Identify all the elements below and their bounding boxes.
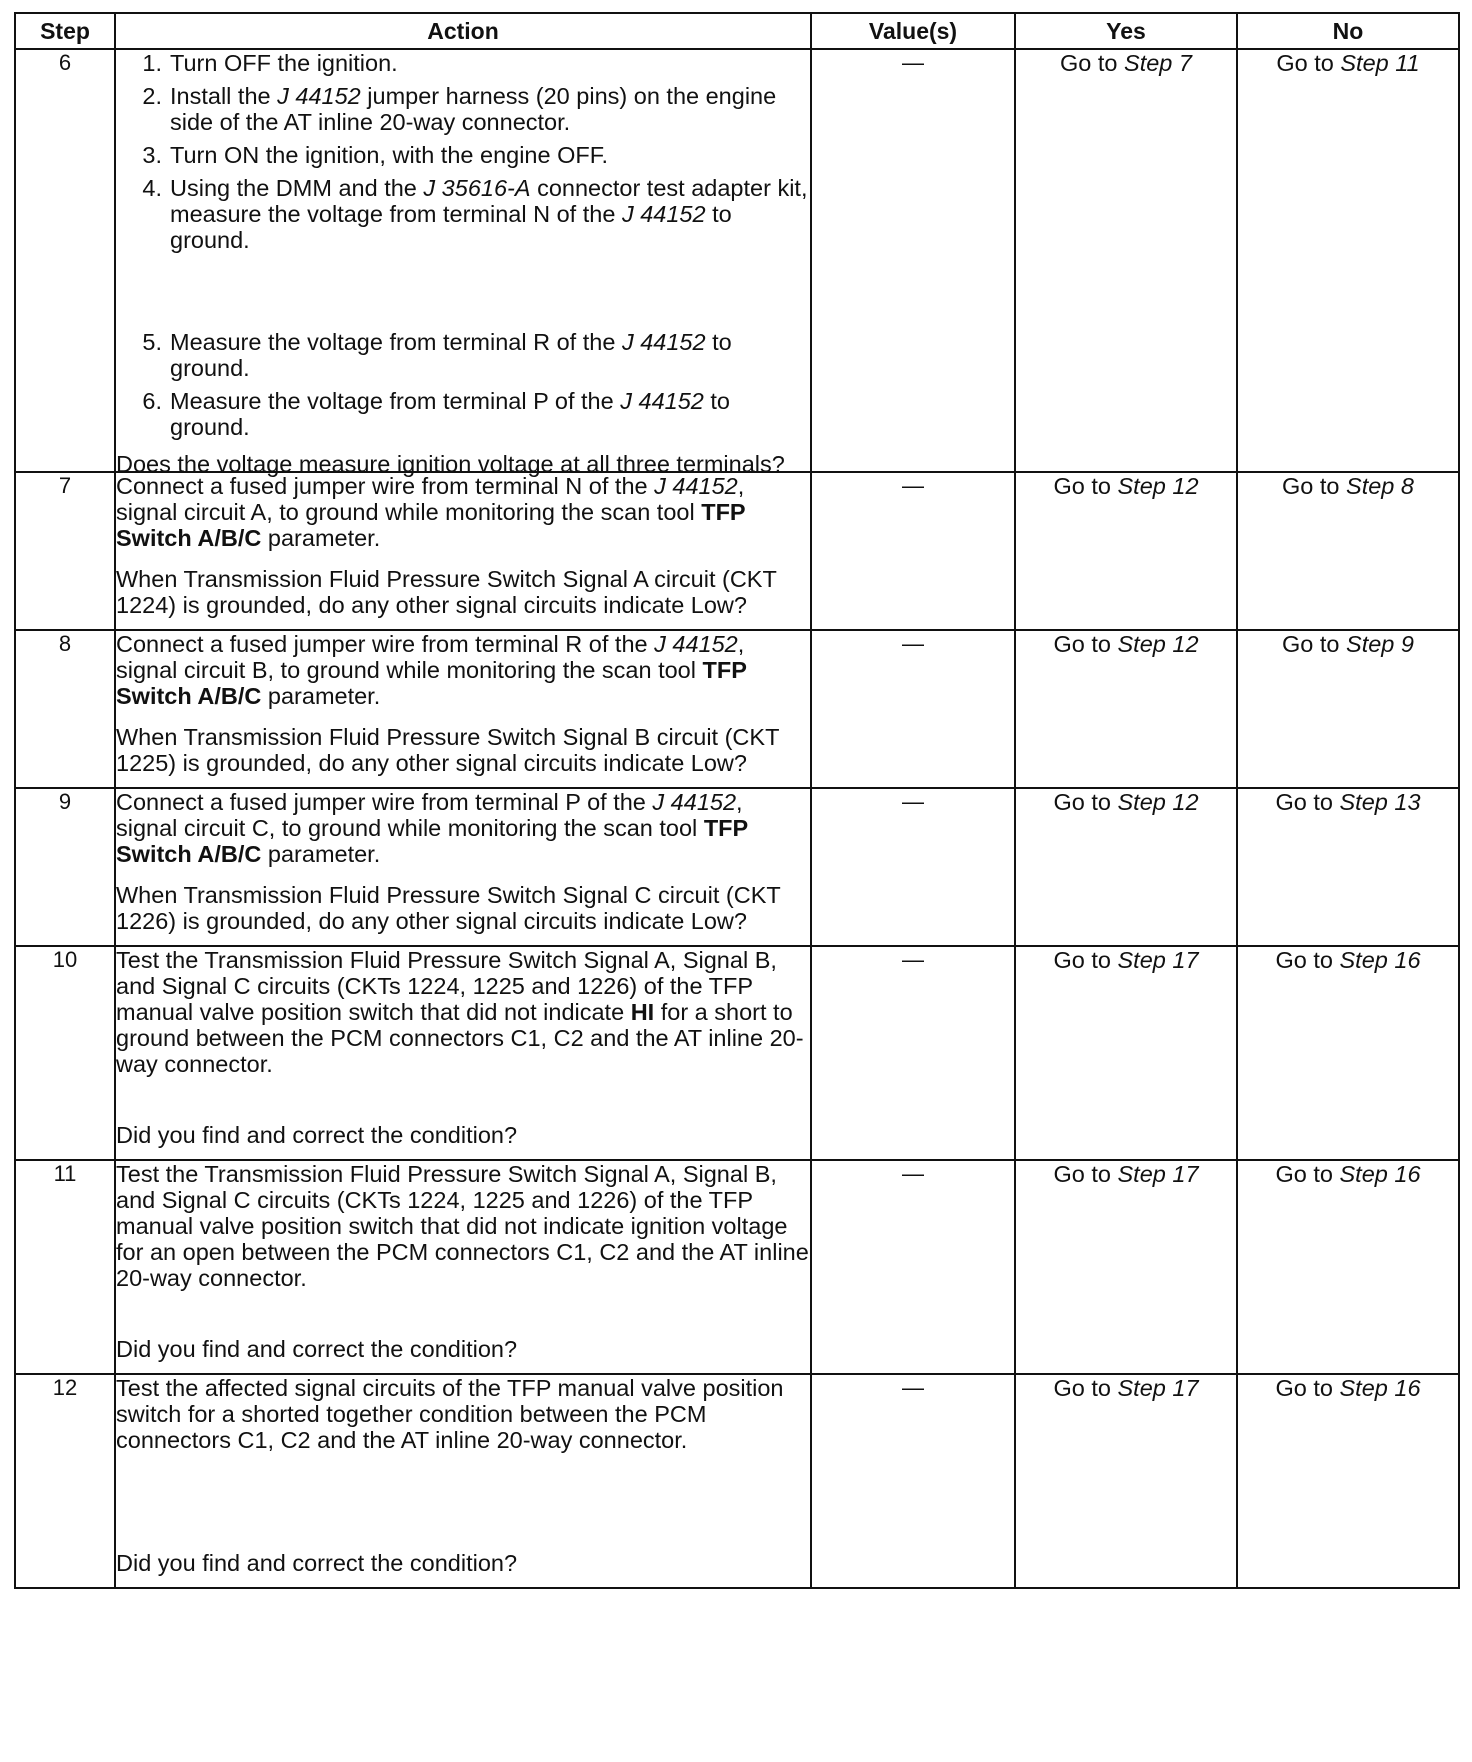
substep-list — [116, 50, 810, 447]
action-cell — [115, 630, 811, 788]
table-row — [15, 1160, 1459, 1374]
action-cell — [115, 49, 811, 477]
no-goto-link[interactable]: Go to Step 16 — [1237, 946, 1459, 1160]
substep-item: 5. Measure the voltage from terminal R of the J 44152 to ground. — [142, 329, 732, 381]
no-goto-link[interactable]: Go to Step 13 — [1237, 788, 1459, 946]
tool-reference: J 44152 — [620, 388, 704, 414]
substep-item: 1. Turn OFF the ignition. — [142, 50, 398, 76]
action-cell — [115, 472, 811, 630]
action-cell — [115, 946, 811, 1160]
step-number: 10 — [15, 946, 115, 1160]
value-dash: — — [811, 946, 1015, 1160]
action-cell — [115, 788, 811, 946]
value-dash: — — [811, 49, 1015, 472]
step-number: 6 — [15, 49, 115, 472]
tool-reference: J 35616-A — [423, 175, 531, 201]
action-cell — [115, 1160, 811, 1374]
yes-goto-link[interactable]: Go to Step 17 — [1015, 1374, 1237, 1588]
substep-item: 6. Measure the voltage from terminal P of the J 44152 to ground. — [142, 388, 730, 440]
tool-reference: J 44152 — [621, 329, 706, 355]
question-text: Did you find and correct the condition? — [116, 1550, 518, 1576]
header-values: Value(s) — [811, 13, 1015, 49]
question-text: When Transmission Fluid Pressure Switch Signal B circuit (CKT 1225) is grounded, do any other signal circuits indicate Low? — [116, 724, 780, 776]
no-goto-link[interactable]: Go to Step 16 — [1237, 1374, 1459, 1588]
question-text: When Transmission Fluid Pressure Switch Signal A circuit (CKT 1224) is grounded, do any other signal circuits indicate Low? — [116, 566, 777, 618]
step-number: 8 — [15, 630, 115, 788]
table-row — [15, 946, 1459, 1160]
diagnostic-table — [14, 12, 1460, 1589]
substep-item: 2. Install the J 44152 jumper harness (20 pins) on the engine side of the AT inline 20-way connector. — [142, 83, 777, 135]
value-dash: — — [811, 472, 1015, 630]
tool-reference: J 44152 — [652, 789, 737, 815]
table-row — [15, 630, 1459, 788]
substep-item: 4. Using the DMM and the J 35616-A connector test adapter kit, measure the voltage from terminal N of the J 44152 to ground. — [142, 175, 808, 253]
question-text: Does the voltage measure ignition voltage at all three terminals? — [116, 451, 785, 477]
tool-reference: J 44152 — [654, 631, 738, 657]
instruction-text: Connect a fused jumper wire from terminal N of the J 44152, signal circuit A, to ground while monitoring the scan tool TFP Switch A/B/C parameter. — [116, 473, 746, 551]
step-number: 11 — [15, 1160, 115, 1374]
tool-reference: J 44152 — [277, 83, 361, 109]
table-row — [15, 1374, 1459, 1588]
value-dash: — — [811, 1160, 1015, 1374]
question-text: Did you find and correct the condition? — [116, 1122, 518, 1148]
instruction-text: Test the Transmission Fluid Pressure Switch Signal A, Signal B, and Signal C circuits (CKTs 1224, 1225 and 1226) of the TFP manual valve position switch that did not indicate ignition voltage for an open between the PCM connectors C1, C2 and the AT inline 20-way connector. — [116, 1161, 809, 1291]
step-number: 9 — [15, 788, 115, 946]
yes-goto-link[interactable]: Go to Step 7 — [1015, 49, 1237, 472]
table-row — [15, 788, 1459, 946]
value-dash: — — [811, 788, 1015, 946]
action-cell — [115, 1374, 811, 1588]
no-goto-link[interactable]: Go to Step 11 — [1237, 49, 1459, 472]
value-dash: — — [811, 630, 1015, 788]
header-yes: Yes — [1015, 13, 1237, 49]
scan-parameter: HI — [630, 999, 655, 1025]
spacer — [116, 260, 810, 322]
yes-goto-link[interactable]: Go to Step 17 — [1015, 1160, 1237, 1374]
table-row — [15, 472, 1459, 630]
header-row — [15, 13, 1459, 49]
no-goto-link[interactable]: Go to Step 16 — [1237, 1160, 1459, 1374]
table-row — [15, 49, 1459, 472]
no-goto-link[interactable]: Go to Step 9 — [1237, 630, 1459, 788]
scan-parameter: TFP Switch A/B/C — [116, 657, 747, 709]
scan-parameter: TFP Switch A/B/C — [116, 499, 746, 551]
scan-parameter: TFP Switch A/B/C — [116, 815, 748, 867]
value-dash: — — [811, 1374, 1015, 1588]
instruction-text: Test the Transmission Fluid Pressure Switch Signal A, Signal B, and Signal C circuits (CKTs 1224, 1225 and 1226) of the TFP manual valve position switch that did not indicate HI for a short to ground between the PCM connectors C1, C2 and the AT inline 20-way connector. — [116, 947, 804, 1077]
instruction-text: Connect a fused jumper wire from terminal P of the J 44152, signal circuit C, to ground while monitoring the scan tool TFP Switch A/B/C parameter. — [116, 789, 748, 867]
question-text: Did you find and correct the condition? — [116, 1336, 518, 1362]
instruction-text: Connect a fused jumper wire from terminal R of the J 44152, signal circuit B, to ground while monitoring the scan tool TFP Switch A/B/C parameter. — [116, 631, 747, 709]
instruction-text: Test the affected signal circuits of the TFP manual valve position switch for a shorted together condition between the PCM connectors C1, C2 and the AT inline 20-way connector. — [116, 1375, 784, 1453]
step-number: 12 — [15, 1374, 115, 1588]
tool-reference: J 44152 — [654, 473, 738, 499]
header-action: Action — [115, 13, 811, 49]
yes-goto-link[interactable]: Go to Step 12 — [1015, 630, 1237, 788]
substep-item: 3. Turn ON the ignition, with the engine OFF. — [142, 142, 609, 168]
question-text: When Transmission Fluid Pressure Switch Signal C circuit (CKT 1226) is grounded, do any other signal circuits indicate Low? — [116, 882, 781, 934]
header-step: Step — [15, 13, 115, 49]
yes-goto-link[interactable]: Go to Step 12 — [1015, 472, 1237, 630]
no-goto-link[interactable]: Go to Step 8 — [1237, 472, 1459, 630]
yes-goto-link[interactable]: Go to Step 17 — [1015, 946, 1237, 1160]
tool-reference: J 44152 — [621, 201, 706, 227]
step-number: 7 — [15, 472, 115, 630]
header-no: No — [1237, 13, 1459, 49]
yes-goto-link[interactable]: Go to Step 12 — [1015, 788, 1237, 946]
